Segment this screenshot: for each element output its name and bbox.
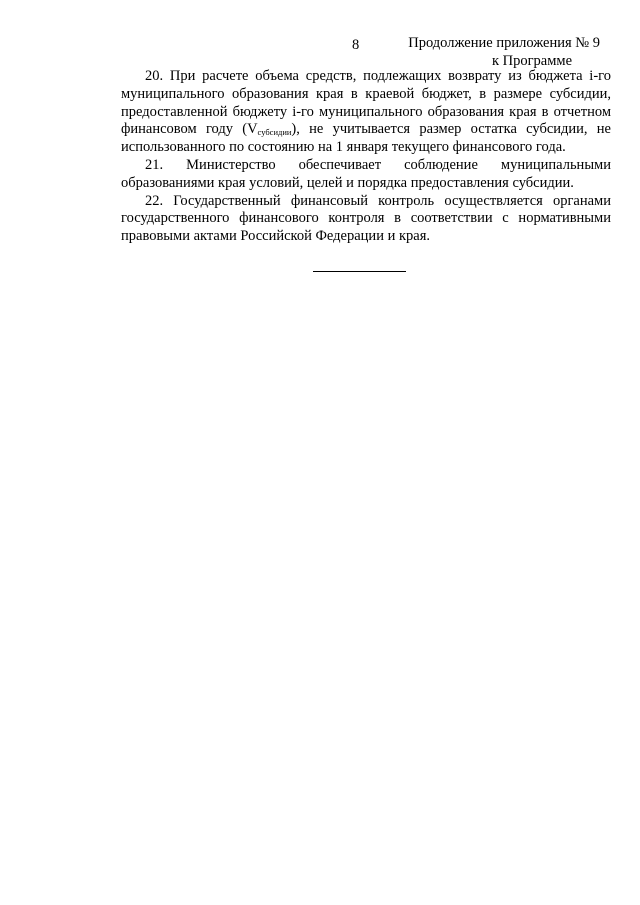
document-body: [121, 68, 611, 246]
subsidy-subscript: субсидии: [257, 127, 292, 138]
paragraph-21: 21. Министерство обеспечивает соблюдение муниципальными образованиями края условий, целей и порядка предоставления субсидии.: [121, 156, 611, 191]
page-number: 8: [352, 37, 360, 53]
paragraph-20-text-end: ), не учитывается размер остатка субсидии, не использованного по состоянию на 1 января текущего финансового года.: [121, 121, 611, 156]
appendix-header-line-1: Продолжение приложения № 9: [408, 35, 600, 51]
paragraph-22: 22. Государственный финансовый контроль осуществляется органами государственного финансового контроля в соответствии с нормативными правовыми актами Российской Федерации и края.: [121, 192, 611, 245]
paragraph-20-text-start: 20. При расчете объема средств, подлежащих возврату из бюджета i-го муниципального образования края в краевой бюджет, в размере субсидии, предоставленной бюджету i-го муниципального образования края в отчетном финансовом году (V: [121, 68, 611, 138]
appendix-header: [408, 34, 600, 70]
paragraph-20: [121, 68, 611, 157]
end-of-document-rule: [313, 271, 406, 272]
appendix-header-line-2: к Программе: [491, 53, 572, 69]
